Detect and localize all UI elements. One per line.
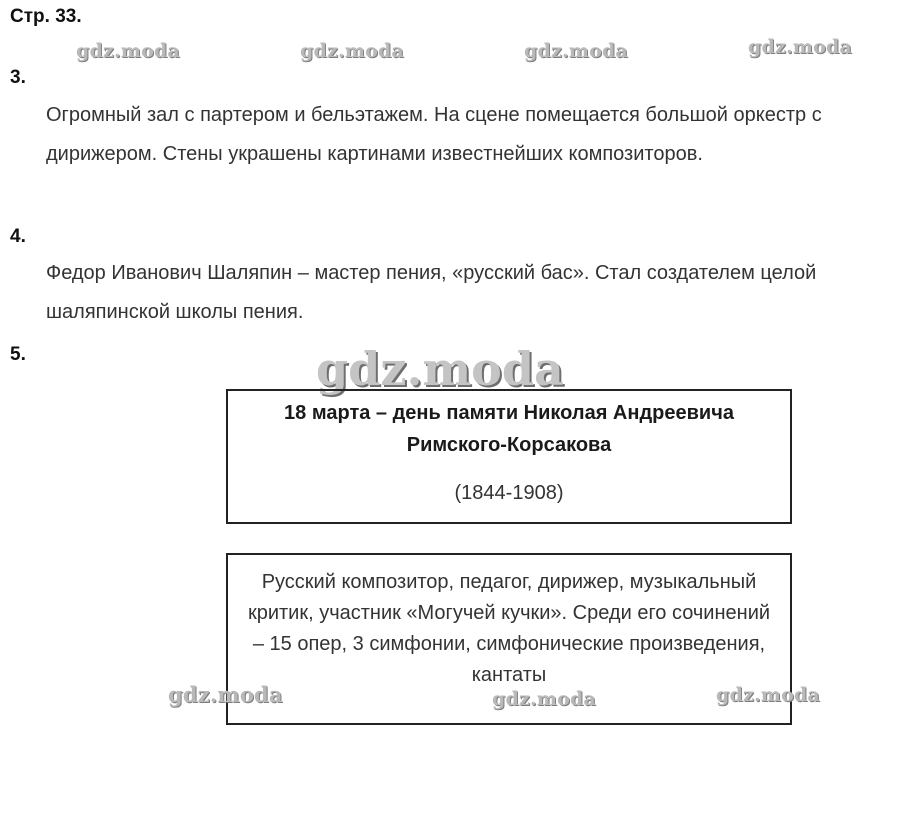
task-3-answer: Огромный зал с партером и бельэтажем. На сцене помещается большой оркестр с дирижером. Стены украшены картинами известнейших композиторов. <box>46 104 822 165</box>
task-5-number: 5. <box>10 344 26 365</box>
memorial-card <box>226 389 792 524</box>
page-reference: Стр. 33. <box>10 6 82 27</box>
task-4-answer: Федор Иванович Шаляпин – мастер пения, «русский бас». Стал создателем целой шаляпинской школы пения. <box>46 262 817 323</box>
watermark-logo: gdz.moda <box>168 682 283 707</box>
watermark-logo-large: gdz.moda <box>316 342 564 396</box>
watermark-logo: gdz.moda <box>748 36 852 58</box>
composer-description: Русский композитор, педагог, дирижер, музыкальный критик, участник «Могучей кучки». Среди его сочинений – 15 опер, 3 симфонии, симфонические произведения, кантаты <box>247 571 771 686</box>
memorial-card-years: (1844-1908) <box>454 482 564 504</box>
task-4-number: 4. <box>10 226 26 247</box>
watermark-logo: gdz.moda <box>300 40 404 62</box>
memorial-card-title: 18 марта – день памяти Николая Андреевича Римского-Корсакова <box>284 402 734 456</box>
watermark-logo: gdz.moda <box>492 688 596 710</box>
watermark-logo: gdz.moda <box>524 40 628 62</box>
task-3-number: 3. <box>10 67 26 88</box>
watermark-logo: gdz.moda <box>716 684 820 706</box>
watermark-logo: gdz.moda <box>76 40 180 62</box>
